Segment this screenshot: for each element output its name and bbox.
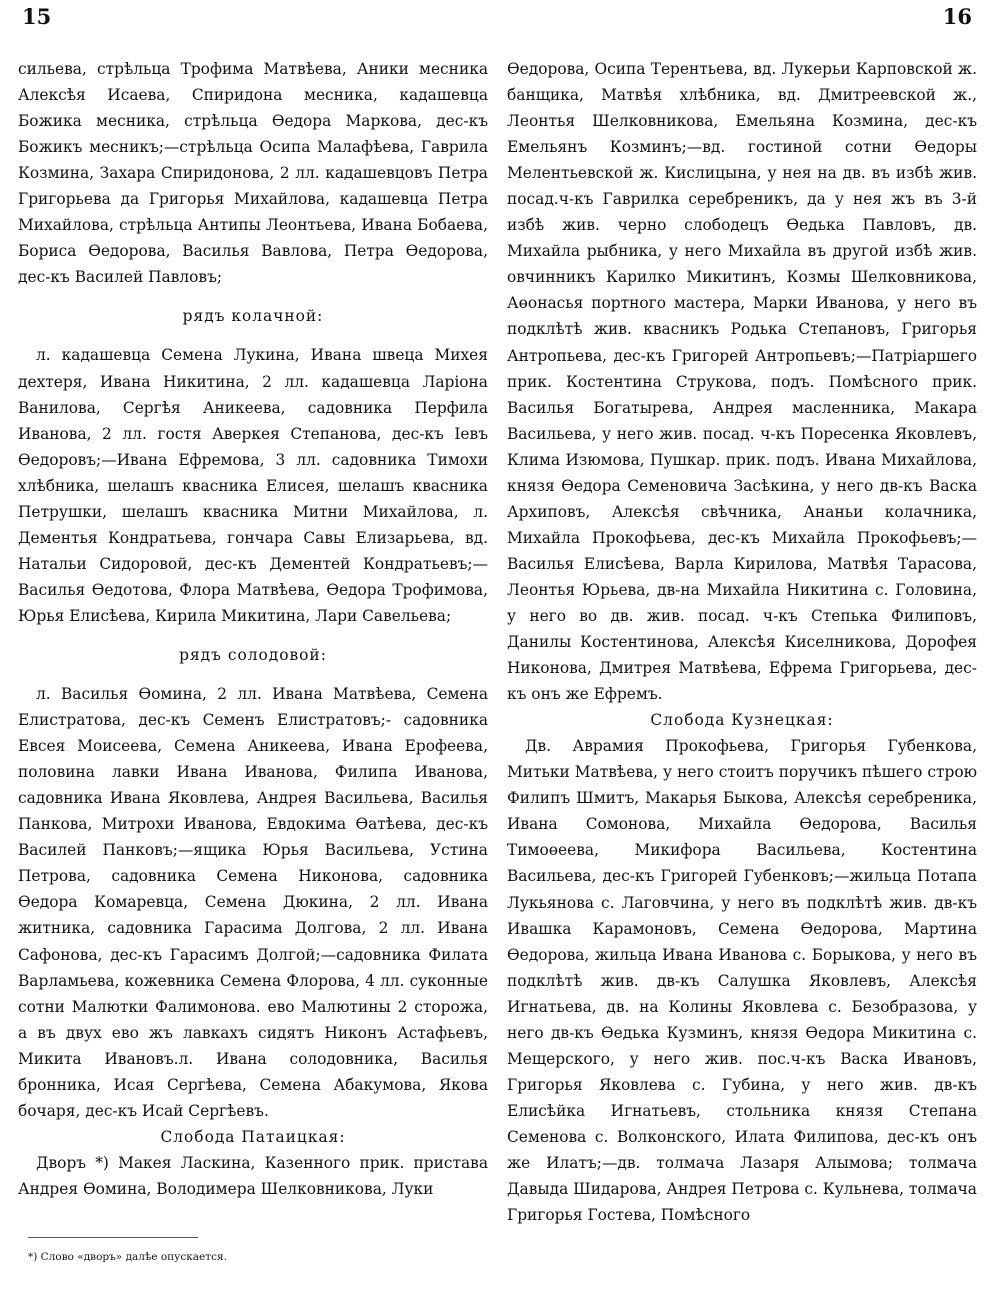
left-paragraph-4: Дворъ *) Макея Ласкина, Казенного прик. пристава Андрея Өомина, Володимера Шелковникова, Луки	[18, 1153, 488, 1198]
section-heading-pataitskaya: Слобода Патаицкая:	[160, 1127, 346, 1146]
page-number-right: 16	[942, 4, 972, 29]
right-paragraph-1: Өедорова, Осипа Терентьева, вд. Лукерьи Карповской ж. банщика, Матвѣя хлѣбника, вд. Дмитреевской ж., Леонтья Шелковникова, Емельяна Козмина, дес-къ Емельянъ Козминъ;—вд. гостиной сотни Өедоры Мелентьевской ж. Кислицына, у нея на дв. въ избѣ жив. посад.ч-къ Гаврилка серебреникъ, да у нея жъ въ 3-й избѣ жив. черно слободецъ Өедька Павловъ, дв. Михайла рыбника, у него Михайла въ другой избѣ жив. овчинникъ Карилко Микитинъ, Козмы Шелковникова, Аөонасья портного мастера, Марки Иванова, у него въ подклѣтѣ жив. квасникъ Родька Степановъ, Григорья Антропьева, дес-къ Григорей Антропьевъ;—Патріаршего прик. Костентина Струкова, подъ. Помѣсного прик. Василья Богатырева, Андрея масленника, Макара Васильева, у него жив. посад. ч-къ Поресенка Яковлевъ, Клима Изюмова, Пушкар. прик. подъ. Ивана Михайлова, князя Өедора Семеновича Засѣкина, у него дв-къ Васка Архиповъ, Алексѣя свѣчника, Ананьи колачника, Михайла Прокофьева, дес-къ Михайла Прокофьевъ;—Василья Елисѣева, Варла Кирилова, Матвѣя Тарасова, Леонтья Юрьева, дв-на Михайла Никитина с. Головина, у него во дв. жив. посад. ч-къ Степька Филиповъ, Данилы Костентинова, Алексѣя Киселникова, Дорофея Никонова, Дмитрея Матвѣева, Ефрема Григорьева, дес-къ онъ же Ефремъ.	[507, 60, 977, 704]
right-paragraph-2: Дв. Аврамия Прокофьева, Григорья Губенкова, Митьки Матвѣева, у него стоитъ поручикъ пѣшего строю Филипъ Шмитъ, Макарья Быкова, Алексѣя серебреника, Ивана Сомонова, Михайла Өедорова, Василья Тимоөеева, Микифора Васильева, Костентина Васильева, дес-къ Григорей Губенковъ;—жильца Потапа Лукьянова с. Лаговчина, у него въ подклѣтѣ жив. дв-къ Ивашка Карамоновъ, Семена Өедорова, Мартина Өедорова, жильца Ивана Иванова с. Борыкова, у него въ подклѣтѣ жив. дв-къ Салушка Яковлевъ, Алексѣя Игнатьева, дв. на Колины Яковлева с. Безобразова, у него дв-къ Өедька Кузминъ, князя Өедора Микитина с. Мещерского, у него жив. пос.ч-къ Васка Ивановъ, Григорья Яковлева с. Губина, у него жив. дв-къ Елисѣйка Игнатьевъ, стольника князя Степана Семенова с. Волконского, Илата Филипова, дес-къ онъ же Илатъ;—дв. толмача Лазаря Алымова; толмача Давыда Шидарова, Андрея Петрова с. Кульнева, толмача Григорья Гостева, Помѣсного	[507, 737, 977, 1225]
left-paragraph-1: сильева, стрѣльца Трофима Матвѣева, Аники месника Алексѣя Исаева, Спиридона месника, кадашевца Божика месника, стрѣльца Өедора Маркова, дес-къ Божикъ месникъ;—стрѣльца Осипа Малафѣева, Гаврила Козмина, Захара Спиридонова, 2 лл. кадашевцовъ Петра Григорьева да Григорья Михайлова, кадашевца Петра Михайлова, стрѣльца Антипы Леонтьева, Ивана Бобаева, Бориса Өедорова, Василья Вавлова, Петра Өедорова, дес-къ Василей Павловъ;	[18, 60, 488, 287]
section-heading-kuznetskaya: Слобода Кузнецкая:	[650, 711, 834, 730]
page-number-left: 15	[22, 4, 52, 29]
left-paragraph-2: л. кадашевца Семена Лукина, Ивана швеца Михея дехтеря, Ивана Никитина, 2 лл. кадашевца Ларіона Ванилова, Сергѣя Аникеева, садовника Перфила Иванова, 2 лл. гостя Аверкея Степанова, дес-къ Іевъ Өедоровъ;—Ивана Ефремова, 3 лл. садовника Тимохи хлѣбника, шелашъ квасника Елисея, шелашъ квасника Петрушки, шелашъ квасника Митни Михайлова, л. Дементья Кондратьева, гончара Савы Елизарьева, вд. Натальи Сидоровой, дес-къ Дементей Кондратьевъ;—Василья Өедотова, Флора Матвѣева, Өедора Трофимова, Юрья Елисѣева, Кирила Микитина, Лари Савельева;	[18, 346, 488, 625]
section-heading-solodovoy: рядъ солодовой:	[179, 645, 327, 664]
footnote-divider	[28, 1237, 198, 1238]
left-column	[18, 56, 488, 1202]
right-column	[507, 56, 977, 1228]
section-heading-kolachnoy: рядъ колачной:	[182, 307, 324, 326]
footnote: *) Слово «дворъ» далѣе опускается.	[28, 1251, 227, 1263]
left-paragraph-3: л. Василья Өомина, 2 лл. Ивана Матвѣева, Семена Елистратова, дес-къ Семенъ Елистратовъ;- садовника Евсея Моисеева, Семена Аникеева, Ивана Ерофеева, половина лавки Ивана Иванова, Филипа Иванова, садовника Ивана Яковлева, Андрея Васильева, Василья Панкова, Митрохи Иванова, Евдокима Өатѣева, дес-къ Василей Панковъ;—ящика Юрья Васильева, Устина Петрова, садовника Семена Никонова, садовника Өедора Комаревца, Семена Дюкина, 2 лл. Ивана житника, садовника Гарасима Долгова, 2 лл. Ивана Сафонова, дес-къ Гарасимъ Долгой;—садовника Филата Варламьева, кожевника Семена Флорова, 4 лл. суконные сотни Малютки Фалимонова. ево Малютины 2 сторожа, а въ двух ево жъ лавкахъ сидятъ Никонъ Астафьевъ, Микита Ивановъ.л. Ивана солодовника, Василья бронника, Исая Сергѣева, Семена Абакумова, Якова бочаря, дес-къ Исай Сергѣевъ.	[18, 685, 488, 1120]
